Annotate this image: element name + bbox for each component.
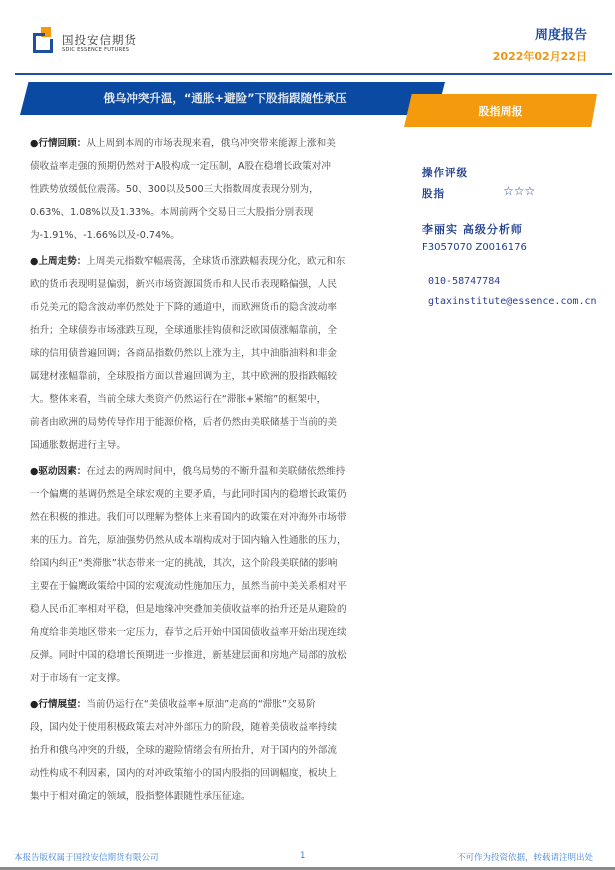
line-text: 给国内纠正“类滞胀”状态带来一定的挑战，其次，这个阶段美联储的影响 xyxy=(30,558,338,569)
text-line xyxy=(30,529,415,552)
analyst-name: 李丽实 高级分析师 xyxy=(422,223,523,236)
text-line xyxy=(30,342,415,365)
line-text: 段，国内处于使用积极政策去对冲外部压力的阶段，随着美债收益率持续 xyxy=(30,722,337,733)
line-text: 为-1.91%、-1.66%以及-0.74%。 xyxy=(30,230,180,241)
footer-copyright: 本报告版权属于国投安信期货有限公司 xyxy=(14,853,159,863)
section-label: ●驱动因素： xyxy=(30,466,87,477)
text-line xyxy=(30,552,415,575)
text-line xyxy=(30,483,415,506)
line-text: 一个偏鹰的基调仍然是全球宏观的主要矛盾，与此同时国内的稳增长政策仍 xyxy=(30,489,347,500)
line-text: 债收益率走强的预期仍然对于A股构成一定压制，A股在稳增长政策对冲 xyxy=(30,161,331,172)
text-line xyxy=(30,411,415,434)
footer-disclaimer: 不可作为投资依据，转载请注明出处 xyxy=(456,853,593,863)
logo-text: 国投安信期货 xyxy=(62,33,137,47)
line-text: 球的信用债普遍回调；各商品指数仍然以上涨为主，其中油脂油料和非金 xyxy=(30,348,337,359)
rating-title: 操作评级 xyxy=(422,167,468,179)
text-line xyxy=(30,716,415,739)
report-date: 2022年02月22日 xyxy=(492,50,587,63)
line-text: 在过去的两周时间中，俄乌局势的不断升温和美联储依然维持 xyxy=(86,466,346,477)
email-link[interactable]: gtaxinstitute@essence.com.cn xyxy=(428,296,597,307)
report-title: 俄乌冲突升温，“通胀+避险”下股指跟随性承压 xyxy=(103,91,347,105)
line-text: 前者由欧洲的局势传导作用于能源价格，后者仍然由美联储基于当前的美 xyxy=(30,417,337,428)
line-text: 主要在于偏鹰政策给中国的宏观流动性施加压力，虽然当前中美关系相对平 xyxy=(30,581,347,592)
logo-icon xyxy=(33,27,55,53)
text-line xyxy=(30,575,415,598)
phone: 010-58747784 xyxy=(428,276,501,287)
category-tag-label: 股指周报 xyxy=(478,105,523,118)
line-text: 币兑美元的隐含波动率仍然处于下降的通道中，而欧洲货币的隐含波动率 xyxy=(30,302,337,313)
line-text: 从上周到本周的市场表现来看，俄乌冲突带来能源上涨和美 xyxy=(86,138,336,149)
text-line xyxy=(30,178,415,201)
line-text: 动性构成不利因素，国内的对冲政策缩小的国内股指的回调幅度，板块上 xyxy=(30,768,337,779)
section-label: ●上周走势： xyxy=(30,256,87,267)
report-body xyxy=(30,132,415,811)
text-line xyxy=(30,621,415,644)
section-label: ●行情回顾： xyxy=(30,138,87,149)
line-text: 上周美元指数窄幅震荡，全球货币涨跌幅表现分化，欧元和东 xyxy=(86,256,346,267)
line-text: 角度给非美地区带来一定压力，春节之后开始中国国债收益率开始出现连续 xyxy=(30,627,347,638)
text-line xyxy=(30,693,415,716)
text-line xyxy=(30,296,415,319)
text-line xyxy=(30,319,415,342)
text-line xyxy=(30,598,415,621)
header-divider xyxy=(15,73,612,75)
line-text: 大。整体来看，当前全球大类资产仍然运行在“滞胀+紧缩”的框架中， xyxy=(30,394,327,405)
line-text: 属建材涨幅靠前，全球股指方面以普遍回调为主，其中欧洲的股指跌幅较 xyxy=(30,371,337,382)
line-text: 性跌势放缓低位震荡。50、300以及500三大指数周度表现分别为， xyxy=(30,184,319,195)
line-text: 国通胀数据进行主导。 xyxy=(30,440,126,451)
line-text: 集中于相对确定的领域，股指整体跟随性承压征途。 xyxy=(30,791,251,802)
text-line xyxy=(30,155,415,178)
report-type: 周度报告 xyxy=(534,28,587,43)
line-text: 对于市场有一定支撑。 xyxy=(30,673,126,684)
text-line xyxy=(30,762,415,785)
line-text: 稳人民币汇率相对平稳，但是地缘冲突叠加美债收益率的抬升还是从避险的 xyxy=(30,604,347,615)
paragraph xyxy=(30,132,415,247)
line-text: 当前仍运行在“美债收益率+原油”走高的“滞胀”交易阶 xyxy=(86,699,316,710)
line-text: 抬升和俄乌冲突的升级，全球的避险情绪会有所抬升，对于国内的外部流 xyxy=(30,745,337,756)
line-text: 来的压力。首先，原油强势仍然从成本端构成对于国内输入性通胀的压力， xyxy=(30,535,347,546)
paragraph xyxy=(30,250,415,457)
text-line xyxy=(30,201,415,224)
page-number: 1 xyxy=(300,851,306,861)
section-label: ●行情展望： xyxy=(30,699,87,710)
paragraph xyxy=(30,460,415,690)
text-line xyxy=(30,273,415,296)
text-line xyxy=(30,132,415,155)
paragraph xyxy=(30,693,415,808)
rating-item: 股指 xyxy=(422,188,445,200)
text-line xyxy=(30,506,415,529)
text-line xyxy=(30,739,415,762)
line-text: 0.63%、1.08%以及1.33%。本周前两个交易日三大股指分别表现 xyxy=(30,207,314,218)
line-text: 反弹。同时中国的稳增长预期进一步推进，新基建层面和房地产局部的放松 xyxy=(30,650,347,661)
text-line xyxy=(30,434,415,457)
text-line xyxy=(30,250,415,273)
text-line xyxy=(30,224,415,247)
text-line xyxy=(30,460,415,483)
logo-subtext: SDIC ESSENCE FUTURES xyxy=(62,47,130,53)
line-text: 欧的货币表现明显偏弱，新兴市场资源国货币和人民币表现略偏强，人民 xyxy=(30,279,337,290)
text-line xyxy=(30,667,415,690)
line-text: 然在积极的推进。我们可以理解为整体上来看国内的政策在对冲海外市场带 xyxy=(30,512,347,523)
text-line xyxy=(30,365,415,388)
rating-stars-icon: ☆☆☆ xyxy=(503,184,536,198)
text-line xyxy=(30,388,415,411)
text-line xyxy=(30,644,415,667)
text-line xyxy=(30,785,415,808)
analyst-license: F3057070 Z0016176 xyxy=(422,242,527,253)
line-text: 抬升；全球债券市场涨跌互现，全球通胀挂钩债和泛欧国债涨幅靠前，全 xyxy=(30,325,337,336)
